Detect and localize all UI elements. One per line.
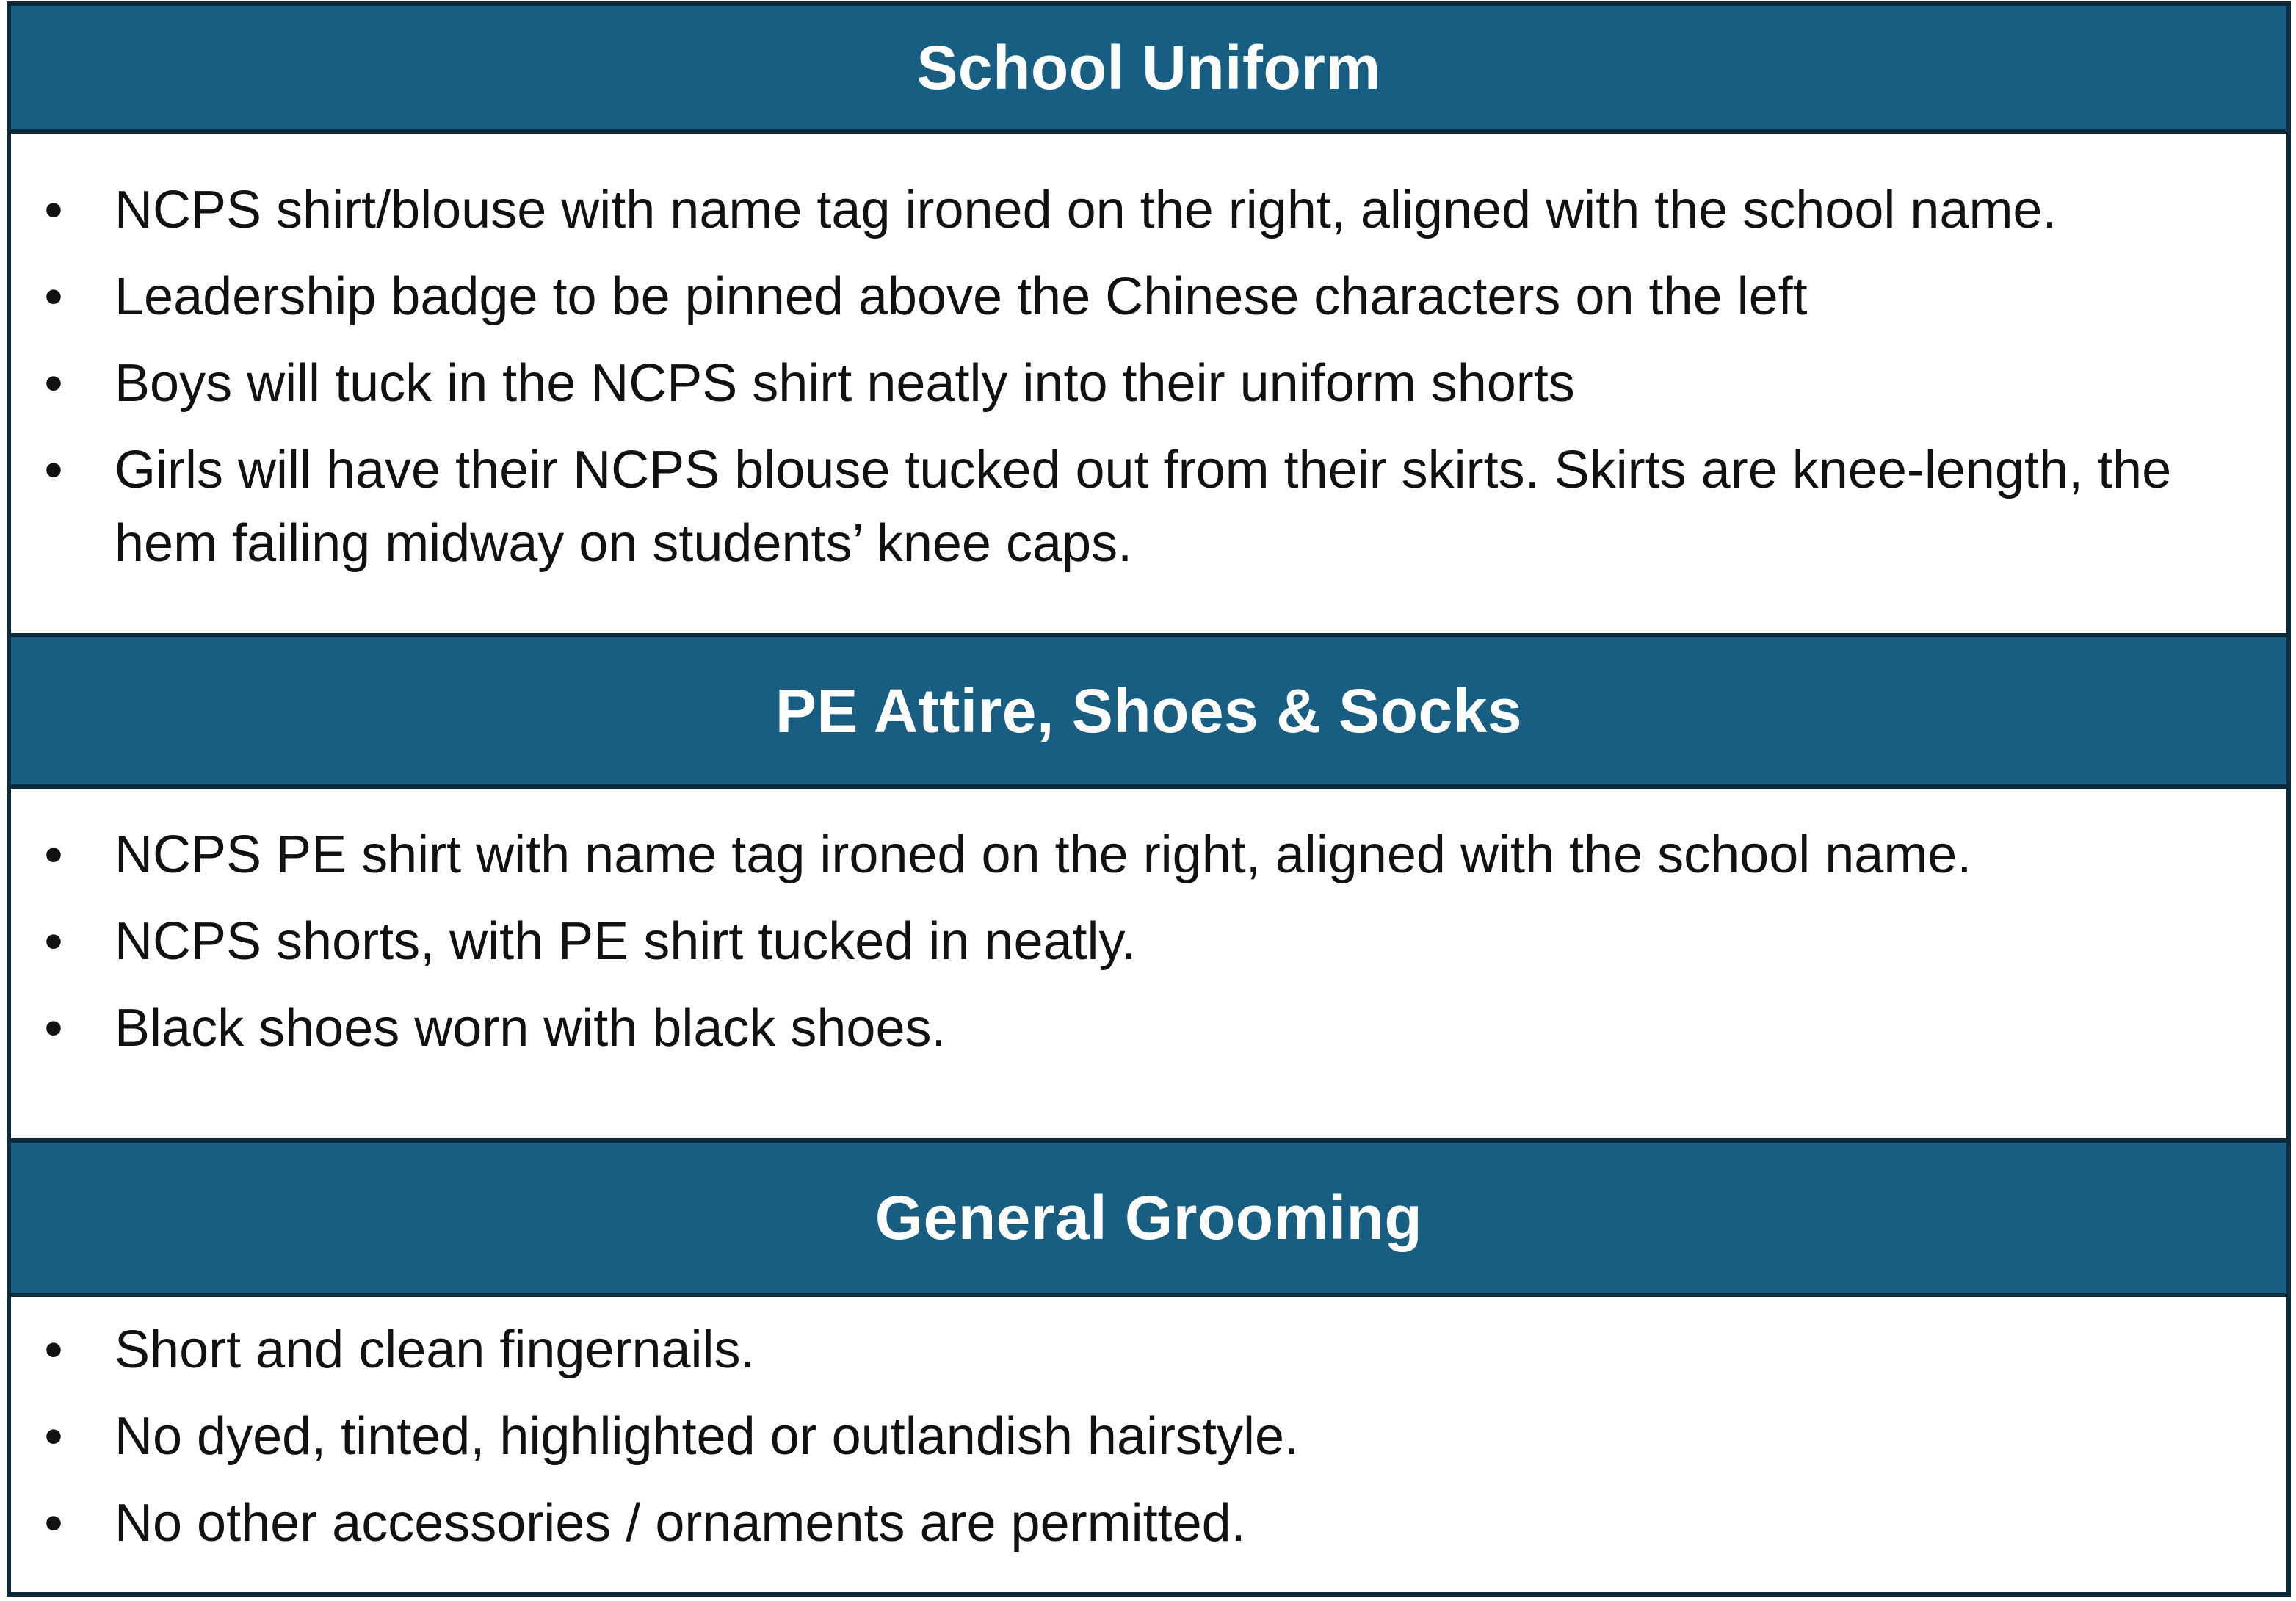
list-item-text: No dyed, tinted, highlighted or outlandish hairstyle. [115,1407,1300,1466]
list-item-text: NCPS PE shirt with name tag ironed on the right, aligned with the school name. [115,825,1972,884]
bullet-icon: • [44,1494,63,1553]
section-header-school-uniform [11,6,2286,129]
list-item [11,347,2286,420]
bullet-icon: • [44,1407,63,1466]
section-body-pe-attire [11,784,2286,1143]
list-item [11,173,2286,247]
list-item-text: Black shoes worn with black shoes. [115,999,946,1058]
list-item [11,1313,2286,1387]
bullet-icon: • [44,912,63,971]
bullet-list [11,173,2286,580]
bullet-list [11,818,2286,1065]
list-item-text: Leadership badge to be pinned above the Chinese characters on the left [115,267,1808,326]
list-item-text: Girls will have their NCPS blouse tucked out from their skirts. Skirts are knee-length, the hem failing midway on students’ knee caps. [115,441,2172,573]
bullet-icon: • [44,999,63,1058]
bullet-icon: • [44,825,63,884]
section-title: School Uniform [916,32,1381,102]
bullet-list [11,1313,2286,1560]
list-item-text: NCPS shirt/blouse with name tag ironed on the right, aligned with the school name. [115,181,2057,239]
section-body-school-uniform [11,129,2286,637]
list-item-text: No other accessories / ornaments are permitted. [115,1494,1246,1553]
list-item-text: Boys will tuck in the NCPS shirt neatly into their uniform shorts [115,354,1575,413]
list-item [11,260,2286,333]
list-item [11,433,2286,580]
bullet-icon: • [44,1320,63,1379]
list-item [11,818,2286,892]
section-header-pe-attire [11,637,2286,784]
list-item [11,905,2286,978]
list-item [11,1486,2286,1560]
list-item-text: NCPS shorts, with PE shirt tucked in neatly. [115,912,1137,971]
list-item-text: Short and clean fingernails. [115,1320,756,1379]
list-item [11,991,2286,1065]
bullet-icon: • [44,267,63,326]
grooming-guidelines-table [7,1,2291,1597]
bullet-icon: • [44,354,63,413]
section-title: PE Attire, Shoes & Socks [775,676,1523,745]
section-header-general-grooming [11,1143,2286,1293]
bullet-icon: • [44,181,63,239]
section-body-general-grooming [11,1293,2286,1592]
list-item [11,1400,2286,1473]
bullet-icon: • [44,441,63,499]
section-title: General Grooming [874,1182,1423,1252]
